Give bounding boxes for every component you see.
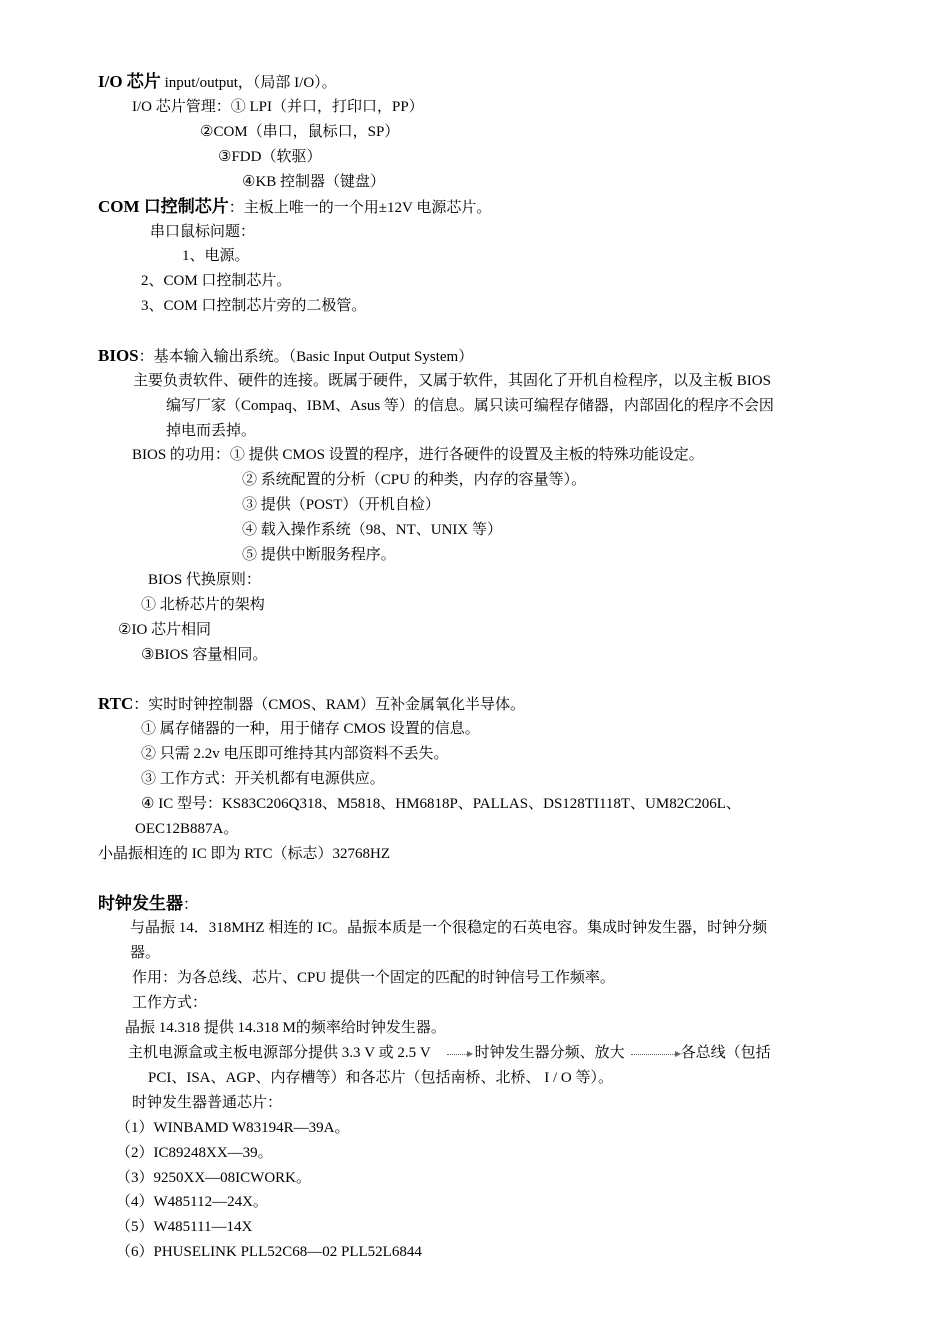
bios-function-1: BIOS 的功用：① 提供 CMOS 设置的程序，进行各硬件的设置及主板的特殊功能设定。 <box>132 447 704 463</box>
arrow-right-icon <box>631 1049 681 1059</box>
rtc-item-1: ① 属存储器的一种，用于储存 CMOS 设置的信息。 <box>141 721 480 737</box>
bios-desc-1: 主要负责软件、硬件的连接。既属于硬件，又属于软件，其固化了开机自检程序，以及主板 BIOS <box>133 373 771 389</box>
clock-chip-5: （5）W485111—14X <box>116 1219 253 1235</box>
bios-function-3: ③ 提供（POST）（开机自检） <box>242 497 440 513</box>
clock-work-3: PCI、ISA、AGP、内存槽等）和各芯片（包括南桥、北桥、 I / O 等）。 <box>148 1070 614 1086</box>
bios-heading-line <box>98 345 473 368</box>
clock-chip-4: （4）W485112—24X。 <box>116 1194 268 1210</box>
com-answer-3: 3、COM 口控制芯片旁的二极管。 <box>141 298 367 314</box>
rtc-heading-line <box>98 693 525 716</box>
clock-work-2-target: 各总线（包括 <box>680 1045 771 1061</box>
io-heading: I/O 芯片 <box>98 72 161 91</box>
com-heading: COM 口控制芯片 <box>98 197 229 216</box>
bios-desc-3: 掉电而丢掉。 <box>166 423 257 439</box>
com-heading-rest: ：主板上唯一的一个用±12V 电源芯片。 <box>228 200 492 216</box>
rtc-heading: RTC <box>98 694 134 713</box>
bios-heading-rest: ：基本输入输出系统。（Basic Input Output System） <box>138 349 474 365</box>
rtc-item-2: ② 只需 2.2v 电压即可维持其内部资料不丢失。 <box>141 746 449 762</box>
clock-use: 作用：为各总线、芯片、CPU 提供一个固定的匹配的时钟信号工作频率。 <box>132 970 615 986</box>
io-item-fdd: ③FDD（软驱） <box>218 149 322 165</box>
bios-function-2: ② 系统配置的分析（CPU 的种类，内存的容量等）。 <box>242 472 587 488</box>
rtc-heading-rest: ：实时时钟控制器（CMOS、RAM）互补金属氧化半导体。 <box>133 697 525 713</box>
clock-chip-6: （6）PHUSELINK PLL52C68—02 PLL52L6844 <box>116 1244 422 1260</box>
io-mgmt-line: I/O 芯片管理：① LPI（并口，打印口，PP） <box>132 99 424 115</box>
rtc-item-3: ③ 工作方式：开关机都有电源供应。 <box>141 771 385 787</box>
clock-work-2-source: 主机电源盒或主板电源部分提供 3.3 V 或 2.5 V <box>128 1045 431 1061</box>
bios-desc-2: 编写厂家（Compaq、IBM、Asus 等）的信息。属只读可编程存储器，内部固化的程序不会因 <box>166 398 774 414</box>
bios-rule-1: ① 北桥芯片的架构 <box>141 597 265 613</box>
clock-heading-rest: ： <box>183 897 199 913</box>
io-heading-rest: input/output，（局部 I/O）。 <box>160 75 337 91</box>
bios-function-4: ④ 载入操作系统（98、NT、UNIX 等） <box>242 522 502 538</box>
clock-work-2-middle: 时钟发生器分频、放大 <box>474 1045 625 1061</box>
clock-chips-heading: 时钟发生器普通芯片： <box>132 1095 283 1111</box>
clock-chip-1: （1）WINBAMD W83194R—39A。 <box>116 1120 350 1136</box>
rtc-item-4: ④ IC 型号：KS83C206Q318、M5818、HM6818P、PALLAS、DS128TI118T、UM82C206L、 <box>141 796 741 812</box>
clock-heading: 时钟发生器 <box>98 894 183 913</box>
bios-rule-heading: BIOS 代换原则： <box>148 572 261 588</box>
rtc-item-4-cont: OEC12B887A。 <box>135 821 239 837</box>
bios-function-5: ⑤ 提供中断服务程序。 <box>242 547 396 563</box>
bios-heading: BIOS <box>98 346 139 365</box>
clock-chip-2: （2）IC89248XX—39。 <box>116 1145 273 1161</box>
bios-rule-2: ②IO 芯片相同 <box>118 622 212 638</box>
clock-work-2 <box>128 1042 771 1064</box>
io-item-kb: ④KB 控制器（键盘） <box>242 174 386 190</box>
clock-heading-line <box>98 893 198 916</box>
com-heading-line <box>98 196 491 219</box>
clock-work-1: 晶振 14.318 提供 14.318 M的频率给时钟发生器。 <box>125 1020 446 1036</box>
com-answer-1: 1、电源。 <box>182 248 250 264</box>
io-heading-line <box>98 71 337 94</box>
io-item-com: ②COM（串口，鼠标口，SP） <box>200 124 400 140</box>
rtc-note: 小晶振相连的 IC 即为 RTC（标志）32768HZ <box>98 846 391 862</box>
clock-para-1: 与晶振 14．318MHZ 相连的 IC。晶振本质是一个很稳定的石英电容。集成时钟发生器，时钟分频 <box>130 920 768 936</box>
clock-chip-3: （3）9250XX—08ICWORK。 <box>116 1170 311 1186</box>
clock-mode: 工作方式： <box>132 995 208 1011</box>
com-question: 串口鼠标问题： <box>150 224 256 240</box>
com-answer-2: 2、COM 口控制芯片。 <box>141 273 292 289</box>
clock-para-1-cont: 器。 <box>130 945 161 961</box>
bios-rule-3: ③BIOS 容量相同。 <box>141 647 268 663</box>
arrow-right-icon <box>447 1049 473 1059</box>
